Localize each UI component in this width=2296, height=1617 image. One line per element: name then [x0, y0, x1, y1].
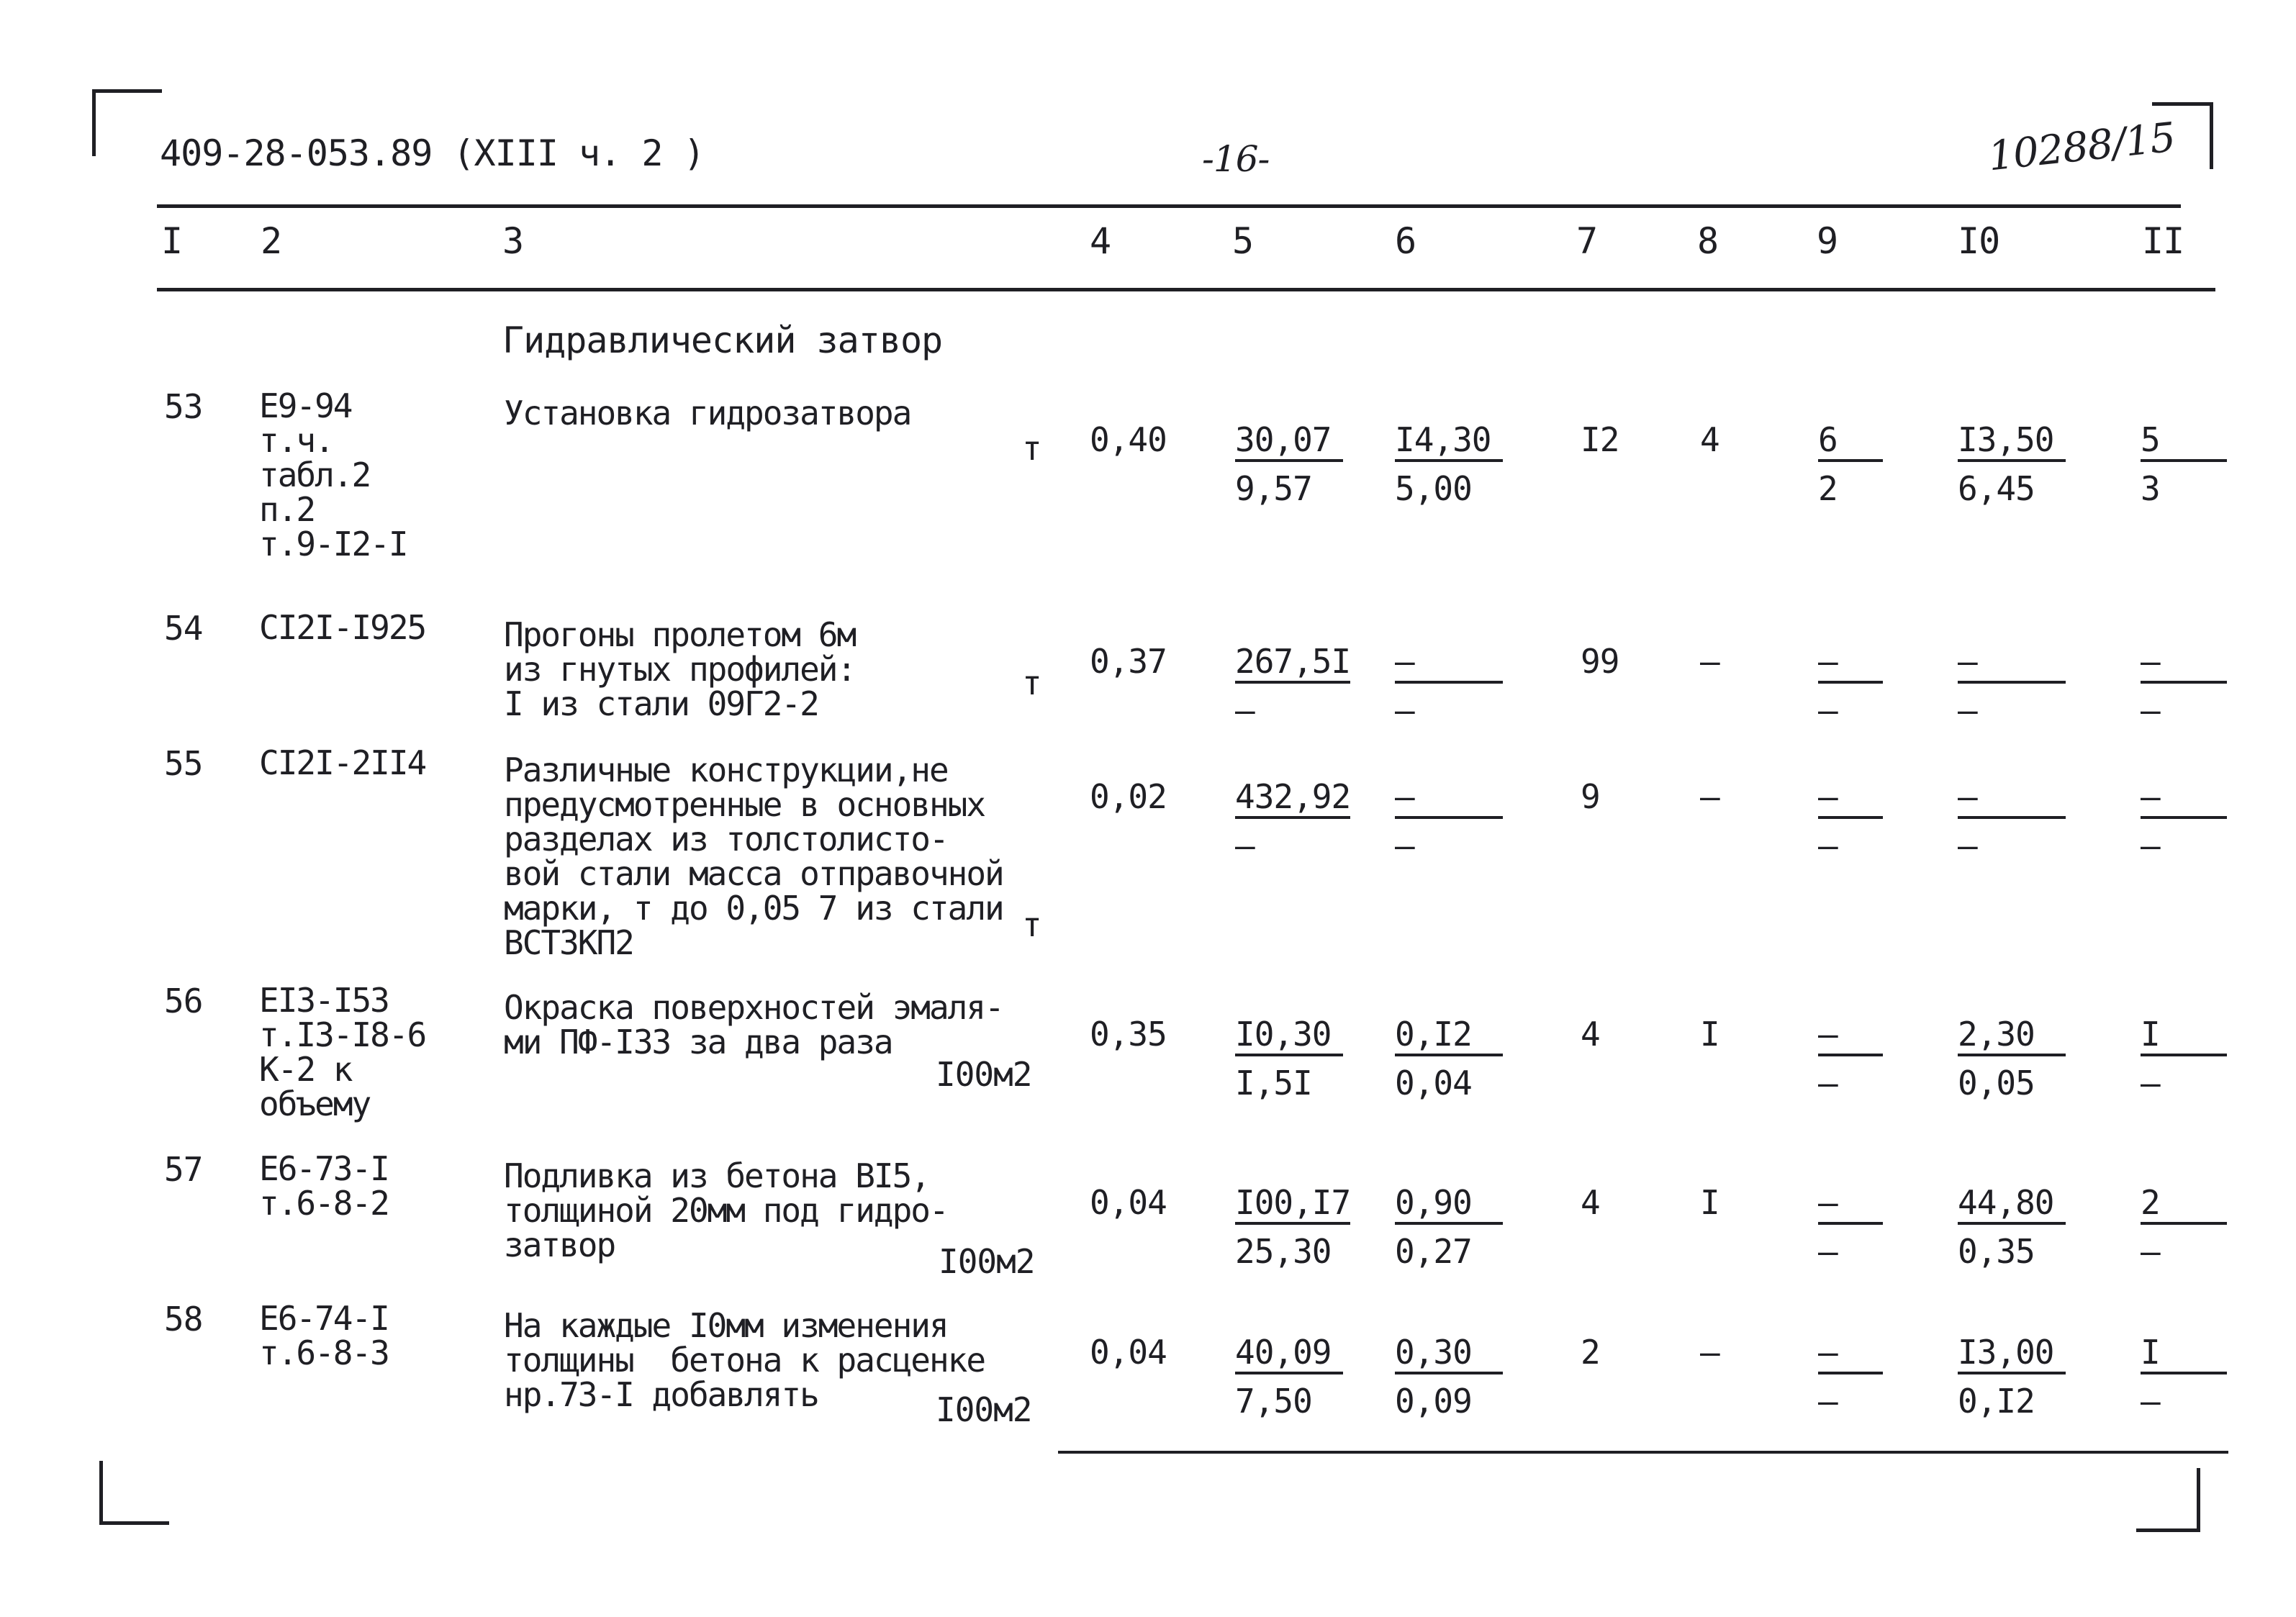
table-top-rule: [157, 204, 2181, 208]
row-c11-top-value: –: [2141, 643, 2227, 684]
row-c11-bottom: 3: [2141, 469, 2160, 508]
row-c11-bottom: –: [2141, 1382, 2160, 1421]
row-c5-top: [1235, 1334, 1343, 1374]
row-c9-top: [1818, 1016, 1883, 1056]
row-c5-bottom: I,5I: [1235, 1064, 1312, 1102]
row-c10-top-value: 44,80: [1958, 1185, 2066, 1225]
row-c5-bottom: –: [1235, 826, 1255, 865]
row-c6-top-value: 0,I2: [1395, 1016, 1503, 1056]
row-c11-top: [2141, 1016, 2227, 1056]
row-c5-top-value: 267,5I: [1235, 643, 1350, 684]
row-c6-top: [1395, 1334, 1503, 1374]
row-c10-bottom: –: [1958, 691, 1977, 730]
row-quantity: 0,37: [1090, 642, 1167, 681]
document-code: 409-28-053.89 (XIII ч. 2 ): [160, 132, 705, 174]
row-c7: 9: [1581, 777, 1600, 816]
column-header-6: 6: [1395, 220, 1416, 262]
row-c9-bottom: –: [1818, 1382, 1838, 1421]
row-c6-top: [1395, 643, 1503, 684]
column-header-1: I: [161, 220, 183, 262]
row-quantity: 0,04: [1090, 1183, 1167, 1222]
row-unit: I00м2: [939, 1242, 1035, 1281]
row-description: Различные конструкции,не предусмотренные в основных разделах из толстолисто- вой стали масса отправочной марки, т до 0,05 7 из стали ВСТ3КП2: [504, 751, 1003, 962]
row-c5-top-value: 40,09: [1235, 1334, 1343, 1374]
row-c9-bottom: –: [1818, 1064, 1838, 1102]
row-c10-top: [1958, 643, 2066, 684]
row-c11-top-value: I: [2141, 1016, 2227, 1056]
row-number: 53: [164, 387, 203, 426]
row-c9-bottom: –: [1818, 1232, 1838, 1271]
row-c11-top-value: –: [2141, 779, 2227, 819]
column-header-2: 2: [261, 220, 282, 262]
row-unit: I00м2: [936, 1390, 1032, 1429]
row-description: Прогоны пролетом 6м из гнутых профилей: I из стали 09Г2-2: [504, 615, 856, 723]
row-c6-bottom: –: [1395, 691, 1414, 730]
row-c5-bottom: 9,57: [1235, 469, 1312, 508]
row-c10-bottom: 6,45: [1958, 469, 2035, 508]
row-c11-top: [2141, 643, 2227, 684]
row-unit: т: [1022, 905, 1041, 944]
column-header-8: 8: [1697, 220, 1719, 262]
column-header-10: I0: [1958, 220, 2000, 262]
row-description: Установка гидрозатвора: [504, 394, 911, 432]
frame-corner-bottom-right: [2136, 1468, 2200, 1532]
row-c6-top: [1395, 779, 1503, 819]
row-quantity: 0,04: [1090, 1333, 1167, 1372]
row-unit: т: [1022, 663, 1041, 702]
row-c5-top: [1235, 422, 1343, 462]
row-code: Е6-74-I т.6-8-3: [259, 1299, 389, 1372]
frame-corner-top-left: [92, 89, 162, 156]
row-c5-top: [1235, 779, 1350, 819]
row-c5-top-value: I00,I7: [1235, 1185, 1350, 1225]
row-c10-bottom: 0,I2: [1958, 1382, 2035, 1421]
row-unit: т: [1022, 429, 1041, 468]
row-c11-top: [2141, 422, 2227, 462]
row-number: 56: [164, 982, 203, 1020]
row-description: На каждые I0мм изменения толщины бетона к расценке нр.73-I добавлять: [504, 1306, 985, 1414]
row-c6-bottom: 0,09: [1395, 1382, 1472, 1421]
row-c9-top-value: 6: [1818, 422, 1883, 462]
row-code: СI2I-2II4: [259, 743, 426, 782]
row-c8: –: [1700, 777, 1719, 816]
row-c10-bottom: –: [1958, 826, 1977, 865]
row-c10-top: [1958, 1334, 2066, 1374]
row-c11-bottom: –: [2141, 826, 2160, 865]
row-quantity: 0,35: [1090, 1015, 1167, 1054]
row-c5-bottom: –: [1235, 691, 1255, 730]
row-c10-top-value: 2,30: [1958, 1016, 2066, 1056]
sheet-reference: 10288/15: [1986, 114, 2177, 181]
row-c9-bottom: 2: [1818, 469, 1838, 508]
row-number: 55: [164, 744, 203, 783]
row-c9-top-value: –: [1818, 779, 1883, 819]
row-c8: –: [1700, 642, 1719, 681]
column-header-11: II: [2142, 220, 2184, 262]
row-description: Подливка из бетона ВI5, толщиной 20мм под гидро- затвор: [504, 1156, 948, 1264]
row-c10-bottom: 0,35: [1958, 1232, 2035, 1271]
row-c5-top-value: 30,07: [1235, 422, 1343, 462]
row-c6-top-value: I4,30: [1395, 422, 1503, 462]
row-c9-top: [1818, 1334, 1883, 1374]
row-c11-top-value: 2: [2141, 1185, 2227, 1225]
row-description: Окраска поверхностей эмаля- ми ПФ-I33 за два раза: [504, 988, 1003, 1061]
row-c11-bottom: –: [2141, 1232, 2160, 1271]
row-c11-top-value: I: [2141, 1334, 2227, 1374]
row-c9-top: [1818, 422, 1883, 462]
row-number: 54: [164, 609, 203, 648]
row-c9-top: [1818, 1185, 1883, 1225]
row-c11-top: [2141, 1185, 2227, 1225]
row-c6-bottom: 5,00: [1395, 469, 1472, 508]
row-c5-top: [1235, 643, 1350, 684]
row-c7: 99: [1581, 642, 1619, 681]
row-c9-top-value: –: [1818, 1334, 1883, 1374]
row-c11-top: [2141, 1334, 2227, 1374]
row-code: Е6-73-I т.6-8-2: [259, 1149, 389, 1223]
row-c6-top-value: –: [1395, 779, 1503, 819]
row-c6-top: [1395, 1185, 1503, 1225]
row-c11-bottom: –: [2141, 691, 2160, 730]
row-unit: I00м2: [936, 1055, 1032, 1094]
table-bottom-rule: [1058, 1451, 2228, 1454]
row-c5-bottom: 25,30: [1235, 1232, 1332, 1271]
row-c8: 4: [1700, 420, 1719, 459]
row-c10-top: [1958, 422, 2066, 462]
row-c9-top-value: –: [1818, 1016, 1883, 1056]
row-number: 57: [164, 1150, 203, 1189]
row-c5-bottom: 7,50: [1235, 1382, 1312, 1421]
row-c10-top-value: –: [1958, 643, 2066, 684]
row-c6-top: [1395, 1016, 1503, 1056]
row-c5-top: [1235, 1016, 1343, 1056]
row-c11-top-value: 5: [2141, 422, 2227, 462]
row-c9-top: [1818, 643, 1883, 684]
row-c10-top-value: I3,00: [1958, 1334, 2066, 1374]
row-c8: –: [1700, 1333, 1719, 1372]
row-c7: 4: [1581, 1183, 1600, 1222]
row-c5-top-value: I0,30: [1235, 1016, 1343, 1056]
row-c10-top: [1958, 779, 2066, 819]
row-c9-bottom: –: [1818, 826, 1838, 865]
row-c10-top-value: I3,50: [1958, 422, 2066, 462]
column-header-7: 7: [1576, 220, 1598, 262]
row-c7: I2: [1581, 420, 1619, 459]
row-code: Е9-94 т.ч. табл.2 п.2 т.9-I2-I: [259, 386, 407, 563]
row-c6-top-value: 0,90: [1395, 1185, 1503, 1225]
row-c6-bottom: 0,04: [1395, 1064, 1472, 1102]
row-c5-top: [1235, 1185, 1350, 1225]
row-c6-top-value: 0,30: [1395, 1334, 1503, 1374]
row-c8: I: [1700, 1015, 1719, 1054]
frame-corner-bottom-left: [99, 1461, 169, 1525]
header-bottom-rule: [157, 288, 2215, 291]
section-title: Гидравлический затвор: [502, 320, 943, 361]
row-code: ЕI3-I53 т.I3-I8-6 К-2 к объему: [259, 981, 426, 1123]
row-quantity: 0,40: [1090, 420, 1167, 459]
row-c10-bottom: 0,05: [1958, 1064, 2035, 1102]
row-c6-top: [1395, 422, 1503, 462]
row-c6-top-value: –: [1395, 643, 1503, 684]
row-c5-top-value: 432,92: [1235, 779, 1350, 819]
row-c7: 2: [1581, 1333, 1600, 1372]
row-c8: I: [1700, 1183, 1719, 1222]
row-c6-bottom: –: [1395, 826, 1414, 865]
row-c7: 4: [1581, 1015, 1600, 1054]
row-c11-bottom: –: [2141, 1064, 2160, 1102]
row-c9-top-value: –: [1818, 643, 1883, 684]
row-c9-top: [1818, 779, 1883, 819]
column-header-4: 4: [1090, 220, 1111, 262]
column-header-5: 5: [1232, 220, 1254, 262]
row-code: СI2I-I925: [259, 608, 426, 647]
row-c9-top-value: –: [1818, 1185, 1883, 1225]
row-c6-bottom: 0,27: [1395, 1232, 1472, 1271]
page-number: -16-: [1202, 138, 1270, 180]
row-c11-top: [2141, 779, 2227, 819]
row-c10-top: [1958, 1185, 2066, 1225]
row-quantity: 0,02: [1090, 777, 1167, 816]
row-c9-bottom: –: [1818, 691, 1838, 730]
column-header-3: 3: [502, 220, 524, 262]
column-header-9: 9: [1817, 220, 1838, 262]
row-c10-top: [1958, 1016, 2066, 1056]
row-number: 58: [164, 1300, 203, 1339]
row-c10-top-value: –: [1958, 779, 2066, 819]
